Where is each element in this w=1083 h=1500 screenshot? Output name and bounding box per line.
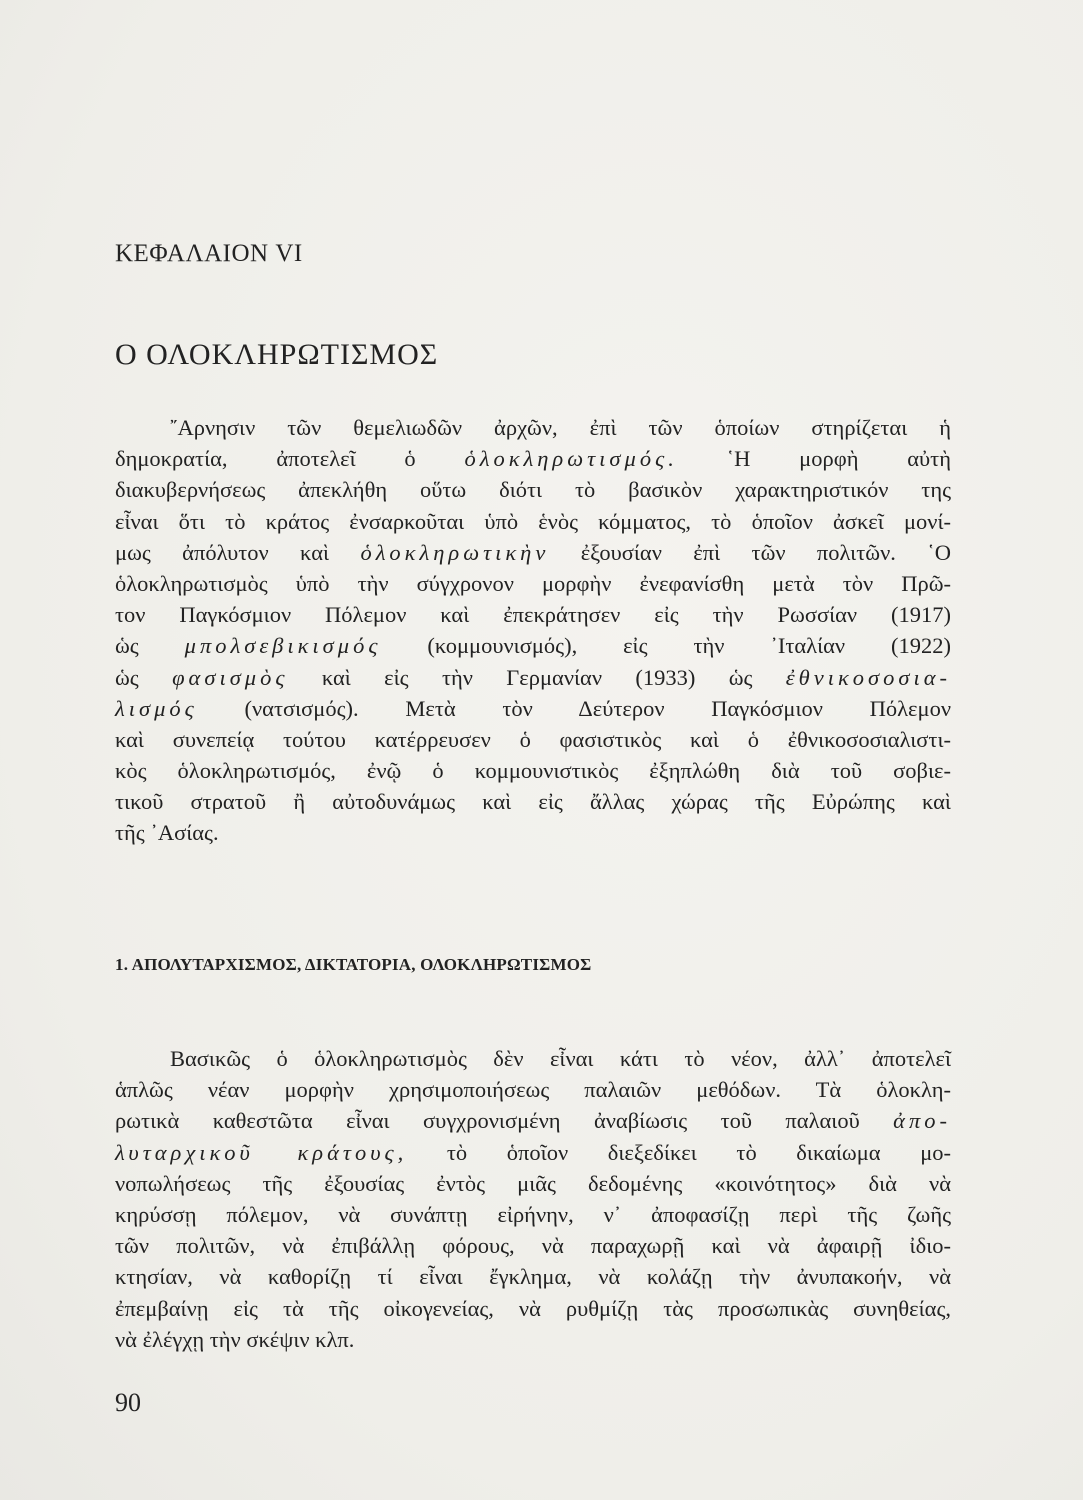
text-line: [115, 506, 951, 537]
text-line: [115, 1043, 951, 1074]
text-line: [115, 412, 951, 443]
text-run: τον Παγκόσμιον Πόλεμον καὶ ἐπεκράτησεν εἰς τὴν Ρωσσίαν (1917): [115, 602, 951, 628]
text-line: [115, 786, 951, 817]
text-run: νοπωλήσεως τῆς ἐξουσίας ἐντὸς μιᾶς δεδομένης «κοινότητος» διὰ νὰ: [115, 1170, 951, 1196]
section-heading: 1. ΑΠΟΛΥΤΑΡΧΙΣΜΟΣ, ΔΙΚΤΑΤΟΡΙΑ, ΟΛΟΚΛΗΡΩΤΙΣΜΟΣ: [115, 955, 592, 974]
text-run: εἶναι ὅτι τὸ κράτος ἐνσαρκοῦται ὑπὸ ἑνὸς κόμματος, τὸ ὁποῖον ἀσκεῖ μονί-: [115, 508, 951, 534]
text-line: [115, 1199, 951, 1230]
text-run: Βασικῶς ὁ ὁλοκληρωτισμὸς δὲν εἶναι κάτι τὸ νέον, ἀλλ᾿ ἀποτελεῖ: [170, 1046, 951, 1071]
text-line: [115, 630, 951, 661]
text-line: [115, 693, 951, 724]
text-run: κηρύσσῃ πόλεμον, νὰ συνάπτῃ εἰρήνην, ν᾿ ἀποφασίζῃ περὶ τῆς ζωῆς: [115, 1201, 951, 1227]
text-line: [115, 662, 951, 693]
text-line: [115, 724, 951, 755]
text-run: ἐξουσίαν ἐπὶ τῶν πολιτῶν. ῾Ο: [580, 539, 952, 565]
text-line: [115, 1074, 951, 1105]
text-line: [115, 1324, 951, 1355]
text-run: ρωτικὰ καθεστῶτα εἶναι συγχρονισμένη ἀναβίωσις τοῦ παλαιοῦ: [115, 1108, 860, 1134]
text-run: (νατσισμός). Μετὰ τὸν Δεύτερον Παγκόσμιον Πόλεμον: [244, 695, 951, 721]
spaced-term: ἐθνικοσοσια-: [785, 664, 951, 690]
text-run: διακυβερνήσεως ἀπεκλήθη οὕτω διότι τὸ βασικὸν χαρακτηριστικόν της: [115, 477, 951, 503]
text-line: [115, 599, 951, 630]
text-line: [115, 755, 951, 786]
spaced-term: ἀπο-: [893, 1108, 951, 1134]
text-run: (κομμουνισμός), εἰς τὴν ᾿Ιταλίαν (1922): [427, 633, 951, 659]
spaced-term: λισμός: [115, 695, 198, 721]
text-line: [115, 1230, 951, 1261]
text-line: [115, 443, 951, 474]
text-line: [115, 568, 951, 599]
text-run: μως ἀπόλυτον καὶ: [115, 539, 330, 565]
text-line: [115, 817, 951, 848]
text-run: νὰ ἐλέγχῃ τὴν σκέψιν κλπ.: [115, 1326, 355, 1352]
text-line: [115, 474, 951, 505]
text-run: κτησίαν, νὰ καθορίζῃ τί εἶναι ἔγκλημα, νὰ κολάζῃ τὴν ἀνυπακοήν, νὰ: [115, 1264, 951, 1290]
text-run: ὡς: [115, 633, 139, 659]
spaced-term: ὁλοκληρωτισμός.: [464, 446, 678, 472]
text-run: δημοκρατία, ἀποτελεῖ ὁ: [115, 446, 416, 472]
text-run: ὁλοκληρωτισμὸς ὑπὸ τὴν σύγχρονον μορφὴν ἐνεφανίσθη μετὰ τὸν Πρῶ-: [115, 570, 951, 596]
text-run: ῾Η μορφὴ αὐτὴ: [726, 446, 951, 472]
page-number: 90: [115, 1388, 141, 1417]
chapter-title: Ο ΟΛΟΚΛΗΡΩΤΙΣΜΟΣ: [115, 338, 439, 371]
section-paragraph: [115, 1043, 951, 1355]
text-line: [115, 1293, 951, 1324]
text-line: [115, 537, 951, 568]
text-run: τὸ ὁποῖον διεξεδίκει τὸ δικαίωμα μο-: [446, 1139, 952, 1165]
text-run: ἐπεμβαίνῃ εἰς τὰ τῆς οἰκογενείας, νὰ ρυθμίζῃ τὰς προσωπικὰς συνηθείας,: [115, 1295, 951, 1321]
text-run: τικοῦ στρατοῦ ἢ αὐτοδυνάμως καὶ εἰς ἄλλας χώρας τῆς Εὐρώπης καὶ: [115, 789, 951, 815]
text-run: τῶν πολιτῶν, νὰ ἐπιβάλλῃ φόρους, νὰ παραχωρῇ καὶ νὰ ἀφαιρῇ ἰδιο-: [115, 1233, 951, 1259]
text-run: ῎Αρνησιν τῶν θεμελιωδῶν ἀρχῶν, ἐπὶ τῶν ὁποίων στηρίζεται ἡ: [170, 415, 951, 440]
text-run: τῆς ᾿Ασίας.: [115, 820, 219, 846]
text-run: κὸς ὁλοκληρωτισμός, ἐνῷ ὁ κομμουνιστικὸς ἐξηπλώθη διὰ τοῦ σοβιε-: [115, 758, 951, 784]
spaced-term: ὁλοκληρωτικὴν: [360, 539, 550, 565]
spaced-term: λυταρχικοῦ κράτους,: [115, 1139, 408, 1165]
spaced-term: μπολσεβικισμός: [184, 633, 382, 659]
text-run: ὡς: [115, 664, 139, 690]
text-run: καὶ συνεπείᾳ τούτου κατέρρευσεν ὁ φασιστικὸς καὶ ὁ ἐθνικοσοσιαλιστι-: [115, 726, 951, 752]
text-line: [115, 1137, 951, 1168]
intro-paragraph: [115, 412, 951, 849]
chapter-label: ΚΕΦΑΛΑΙΟΝ VI: [115, 240, 303, 267]
text-line: [115, 1105, 951, 1136]
text-run: καὶ εἰς τὴν Γερμανίαν (1933) ὡς: [321, 664, 753, 690]
spaced-term: φασισμὸς: [172, 664, 289, 690]
text-line: [115, 1168, 951, 1199]
text-line: [115, 1261, 951, 1292]
text-run: ἁπλῶς νέαν μορφὴν χρησιμοποιήσεως παλαιῶν μεθόδων. Τὰ ὁλοκλη-: [115, 1077, 951, 1103]
